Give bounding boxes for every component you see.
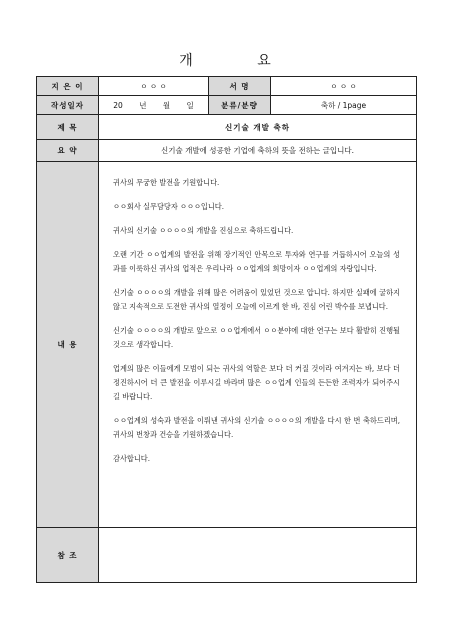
subject-label: 제 목 [37,115,99,140]
content-paragraph: 오랜 기간 ㅇㅇ업계의 발전을 위해 장기적인 안목으로 투자와 연구를 거듭하시어 오늘의 성과를 이룩하신 귀사의 업적은 우리나라 ㅇㅇ업계의 희망이자 ㅇㅇ업계의 자랑입니다. [113,250,400,273]
author-row [37,77,417,96]
content-paragraph: ㅇㅇ업계의 성숙과 발전을 이뤄낸 귀사의 신기술 ㅇㅇㅇㅇ의 개발을 다시 한 번 축하드리며, 귀사의 번창과 건승을 기원하겠습니다. [113,416,400,439]
summary-row [37,140,417,162]
document-title: 개 요 [179,53,301,69]
author-label: 지 은 이 [37,77,99,96]
date-value: 20 년 월 일 [99,96,209,115]
reference-value [99,528,417,583]
signature-label: 서 명 [209,77,271,96]
content-body [99,162,417,528]
content-paragraph: 귀사의 무궁한 발전을 기원합니다. [113,178,220,187]
category-label: 분류/분량 [209,96,271,115]
date-row [37,96,417,115]
content-paragraph: 신기술 ㅇㅇㅇㅇ의 개발을 위해 많은 어려움이 있었던 것으로 압니다. 하지만 실패에 굴하지 않고 지속적으로 도전한 귀사의 열정이 오늘에 이르게 한 바, 진심 어린 박수를 보냅니다. [113,288,400,311]
reference-label: 참 조 [37,528,99,583]
reference-row [37,528,417,583]
content-paragraph: 귀사의 신기술 ㅇㅇㅇㅇ의 개발을 진심으로 축하드립니다. [113,226,294,235]
summary-value: 신기술 개발에 성공한 기업에 축하의 뜻을 전하는 글입니다. [99,140,417,162]
overview-table [36,76,417,583]
content-paragraph: 업계의 많은 이들에게 모범이 되는 귀사의 역할은 보다 더 커질 것이라 여겨지는 바, 보다 더 정진하시어 더 큰 발전을 이루시길 바라며 많은 ㅇㅇ업계 인들의 든든한 조력자가 되어주시길 바랍니다. [113,364,400,401]
author-value: ㅇ ㅇ ㅇ [99,77,209,96]
content-label: 내 용 [37,162,99,528]
content-paragraph: 감사합니다. [113,454,151,463]
signature-value: ㅇ ㅇ ㅇ [271,77,417,96]
content-row [37,162,417,528]
category-value: 축하 / 1page [271,96,417,115]
content-paragraph: 신기술 ㅇㅇㅇㅇ의 개발로 앞으로 ㅇㅇ업계에서 ㅇㅇ분야에 대한 연구는 보다 활발히 진행될 것으로 생각합니다. [113,326,400,349]
date-label: 작성일자 [37,96,99,115]
summary-label: 요 약 [37,140,99,162]
subject-value: 신기술 개발 축하 [99,115,417,140]
subject-row [37,115,417,140]
content-paragraph: ㅇㅇ회사 실무담당자 ㅇㅇㅇ입니다. [113,202,225,211]
